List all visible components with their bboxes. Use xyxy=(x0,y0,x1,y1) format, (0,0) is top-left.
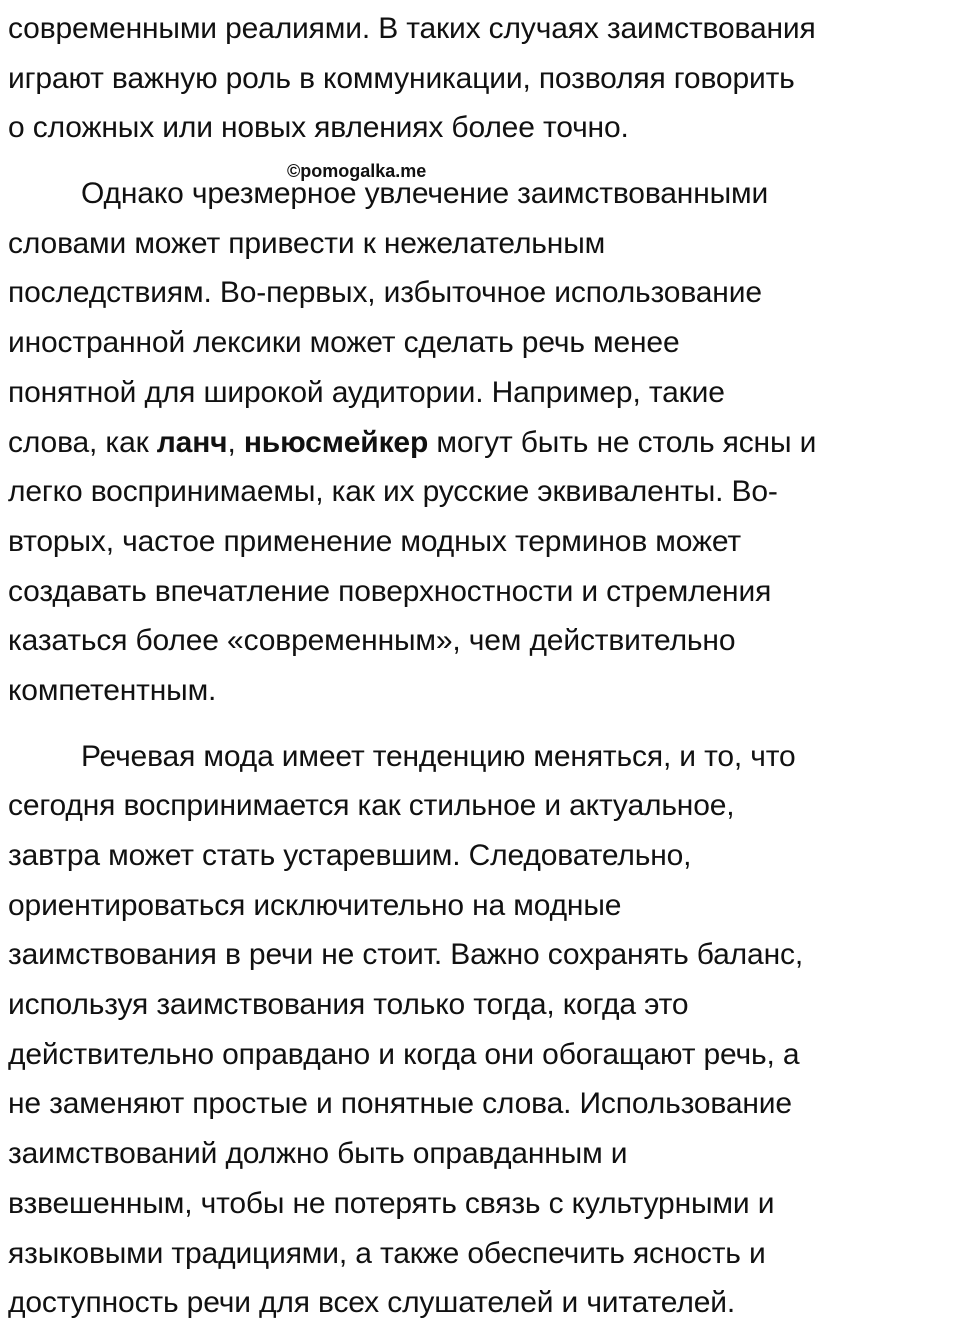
text-line: казаться более «современным», чем действительно xyxy=(8,624,736,658)
text-body xyxy=(8,4,816,1328)
text-line: понятной для широкой аудитории. Например, такие xyxy=(8,375,725,409)
text-line: действительно оправдано и когда они обогащают речь, а xyxy=(8,1037,800,1071)
text-line: доступность речи для всех слушателей и читателей. xyxy=(8,1286,736,1320)
text-line: ориентироваться исключительно на модные xyxy=(8,888,622,922)
text-line: сегодня воспринимается как стильное и актуальное, xyxy=(8,789,735,823)
watermark: ©pomogalka.me xyxy=(287,161,427,181)
text-fragment: , xyxy=(227,425,244,459)
text-line: последствиям. Во-первых, избыточное использование xyxy=(8,276,762,310)
text-line: о сложных или новых явлениях более точно. xyxy=(8,111,629,145)
text-line: используя заимствования только тогда, когда это xyxy=(8,988,689,1022)
text-line: создавать впечатление поверхностности и стремления xyxy=(8,574,772,608)
paragraph-1 xyxy=(8,4,816,153)
text-line: современными реалиями. В таких случаях заимствования xyxy=(8,12,816,45)
text-line: словами может привести к нежелательным xyxy=(8,226,606,260)
text-line: вторых, частое применение модных терминов может xyxy=(8,524,742,558)
text-fragment: слова, как xyxy=(8,425,157,459)
paragraph-3 xyxy=(8,732,816,1328)
text-line: взвешенным, чтобы не потерять связь с культурными и xyxy=(8,1186,775,1220)
paragraph-gap xyxy=(8,153,816,169)
paragraph-2 xyxy=(8,169,816,716)
text-line: не заменяют простые и понятные слова. Использование xyxy=(8,1087,792,1121)
text-line: компетентным. xyxy=(8,673,217,707)
text-line xyxy=(8,418,816,468)
text-line: Однако чрезмерное увлечение заимствованными xyxy=(81,177,769,211)
text-line: завтра может стать устаревшим. Следовательно, xyxy=(8,839,692,872)
bold-term-newsmaker: ньюсмейкер xyxy=(243,425,429,459)
text-line: играют важную роль в коммуникации, позволяя говорить xyxy=(8,61,795,95)
text-fragment: могут быть не столь ясны и xyxy=(428,425,817,459)
text-line: легко воспринимаемы, как их русские эквиваленты. Во- xyxy=(8,475,778,509)
text-line: языковыми традициями, а также обеспечить ясность и xyxy=(8,1236,766,1270)
paragraph-gap xyxy=(8,716,816,732)
text-line: заимствования в речи не стоит. Важно сохранять баланс, xyxy=(8,938,804,972)
text-line: заимствований должно быть оправданным и xyxy=(8,1137,628,1171)
text-line: иностранной лексики может сделать речь менее xyxy=(8,326,680,360)
bold-term-lanch: ланч xyxy=(156,425,228,459)
text-line: Речевая мода имеет тенденцию меняться, и то, что xyxy=(81,739,796,773)
